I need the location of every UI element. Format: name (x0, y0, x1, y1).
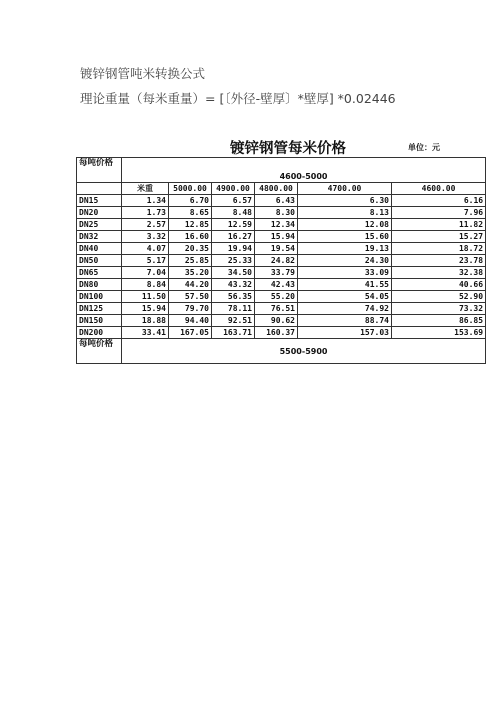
per-ton-label: 每吨价格 (77, 158, 122, 183)
price-cell: 20.35 (169, 243, 212, 255)
column-header: 4800.00 (255, 183, 298, 195)
table-row (77, 195, 486, 207)
price-cell: 25.33 (212, 255, 255, 267)
table-row (77, 231, 486, 243)
price-cell: 35.20 (169, 267, 212, 279)
price-cell: 8.48 (212, 207, 255, 219)
price-cell: 56.35 (212, 291, 255, 303)
weight-cell: 4.07 (122, 243, 169, 255)
price-cell: 19.13 (298, 243, 392, 255)
price-cell: 16.60 (169, 231, 212, 243)
spec-cell: DN25 (77, 219, 122, 231)
price-cell: 42.43 (255, 279, 298, 291)
price-cell: 86.85 (392, 315, 486, 327)
column-header: 米重 (122, 183, 169, 195)
table-row (77, 207, 486, 219)
price-cell: 23.78 (392, 255, 486, 267)
price-cell: 54.05 (298, 291, 392, 303)
per-ton-label: 每吨价格 (77, 339, 122, 364)
price-cell: 52.90 (392, 291, 486, 303)
price-cell: 157.03 (298, 327, 392, 339)
table-row (77, 315, 486, 327)
spec-cell: DN15 (77, 195, 122, 207)
price-cell: 153.69 (392, 327, 486, 339)
page-heading: 镀锌钢管吨米转换公式 (80, 66, 206, 81)
range-row-top (77, 158, 486, 183)
price-cell: 94.40 (169, 315, 212, 327)
weight-cell: 15.94 (122, 303, 169, 315)
price-cell: 55.20 (255, 291, 298, 303)
price-cell: 57.50 (169, 291, 212, 303)
table-row (77, 327, 486, 339)
price-cell: 41.55 (298, 279, 392, 291)
spec-cell: DN65 (77, 267, 122, 279)
price-cell: 16.27 (212, 231, 255, 243)
price-cell: 12.85 (169, 219, 212, 231)
weight-cell: 7.04 (122, 267, 169, 279)
price-cell: 6.57 (212, 195, 255, 207)
column-header: 4700.00 (298, 183, 392, 195)
column-header: 5000.00 (169, 183, 212, 195)
price-cell: 7.96 (392, 207, 486, 219)
table-row (77, 255, 486, 267)
price-cell: 8.65 (169, 207, 212, 219)
spec-cell: DN150 (77, 315, 122, 327)
price-cell: 15.94 (255, 231, 298, 243)
price-cell: 90.62 (255, 315, 298, 327)
price-cell: 11.82 (392, 219, 486, 231)
spec-cell: DN40 (77, 243, 122, 255)
price-cell: 88.74 (298, 315, 392, 327)
price-cell: 8.30 (255, 207, 298, 219)
spec-cell: DN125 (77, 303, 122, 315)
price-cell: 74.92 (298, 303, 392, 315)
price-cell: 19.94 (212, 243, 255, 255)
price-cell: 25.85 (169, 255, 212, 267)
table-row (77, 291, 486, 303)
price-cell: 167.05 (169, 327, 212, 339)
spec-cell: DN80 (77, 279, 122, 291)
price-cell: 34.50 (212, 267, 255, 279)
price-range-top: 4600-5000 (122, 158, 486, 183)
table-row (77, 219, 486, 231)
range-row-bottom (77, 339, 486, 364)
price-cell: 6.70 (169, 195, 212, 207)
spec-cell: DN50 (77, 255, 122, 267)
price-cell: 15.27 (392, 231, 486, 243)
weight-cell: 18.88 (122, 315, 169, 327)
price-cell: 73.32 (392, 303, 486, 315)
table-row (77, 267, 486, 279)
spec-cell: DN32 (77, 231, 122, 243)
price-cell: 33.79 (255, 267, 298, 279)
price-range-bottom: 5500-5900 (122, 339, 486, 364)
weight-cell: 2.57 (122, 219, 169, 231)
price-cell: 19.54 (255, 243, 298, 255)
table-row (77, 303, 486, 315)
price-cell: 92.51 (212, 315, 255, 327)
spec-cell: DN20 (77, 207, 122, 219)
weight-cell: 1.73 (122, 207, 169, 219)
price-cell: 43.32 (212, 279, 255, 291)
price-cell: 78.11 (212, 303, 255, 315)
column-header (77, 183, 122, 195)
price-cell: 44.20 (169, 279, 212, 291)
column-header: 4600.00 (392, 183, 486, 195)
price-cell: 6.30 (298, 195, 392, 207)
weight-cell: 33.41 (122, 327, 169, 339)
price-cell: 6.43 (255, 195, 298, 207)
table-row (77, 279, 486, 291)
weight-cell: 11.50 (122, 291, 169, 303)
price-cell: 160.37 (255, 327, 298, 339)
price-cell: 24.30 (298, 255, 392, 267)
price-cell: 79.70 (169, 303, 212, 315)
price-cell: 6.16 (392, 195, 486, 207)
price-table (76, 157, 486, 364)
weight-cell: 5.17 (122, 255, 169, 267)
price-cell: 18.72 (392, 243, 486, 255)
price-cell: 12.34 (255, 219, 298, 231)
header-row (77, 183, 486, 195)
weight-formula: 理论重量（每米重量）= [〔外径-壁厚〕*壁厚] *0.02446 (80, 91, 396, 106)
price-cell: 32.38 (392, 267, 486, 279)
price-cell: 12.08 (298, 219, 392, 231)
weight-cell: 1.34 (122, 195, 169, 207)
unit-label: 单位：元 (408, 143, 440, 152)
price-cell: 76.51 (255, 303, 298, 315)
price-cell: 8.13 (298, 207, 392, 219)
price-cell: 33.09 (298, 267, 392, 279)
price-cell: 40.66 (392, 279, 486, 291)
weight-cell: 3.32 (122, 231, 169, 243)
spec-cell: DN100 (77, 291, 122, 303)
price-cell: 15.60 (298, 231, 392, 243)
price-cell: 163.71 (212, 327, 255, 339)
price-cell: 12.59 (212, 219, 255, 231)
price-cell: 24.82 (255, 255, 298, 267)
weight-cell: 8.84 (122, 279, 169, 291)
column-header: 4900.00 (212, 183, 255, 195)
spec-cell: DN200 (77, 327, 122, 339)
table-title: 镀锌钢管每米价格 (230, 141, 346, 157)
table-row (77, 243, 486, 255)
